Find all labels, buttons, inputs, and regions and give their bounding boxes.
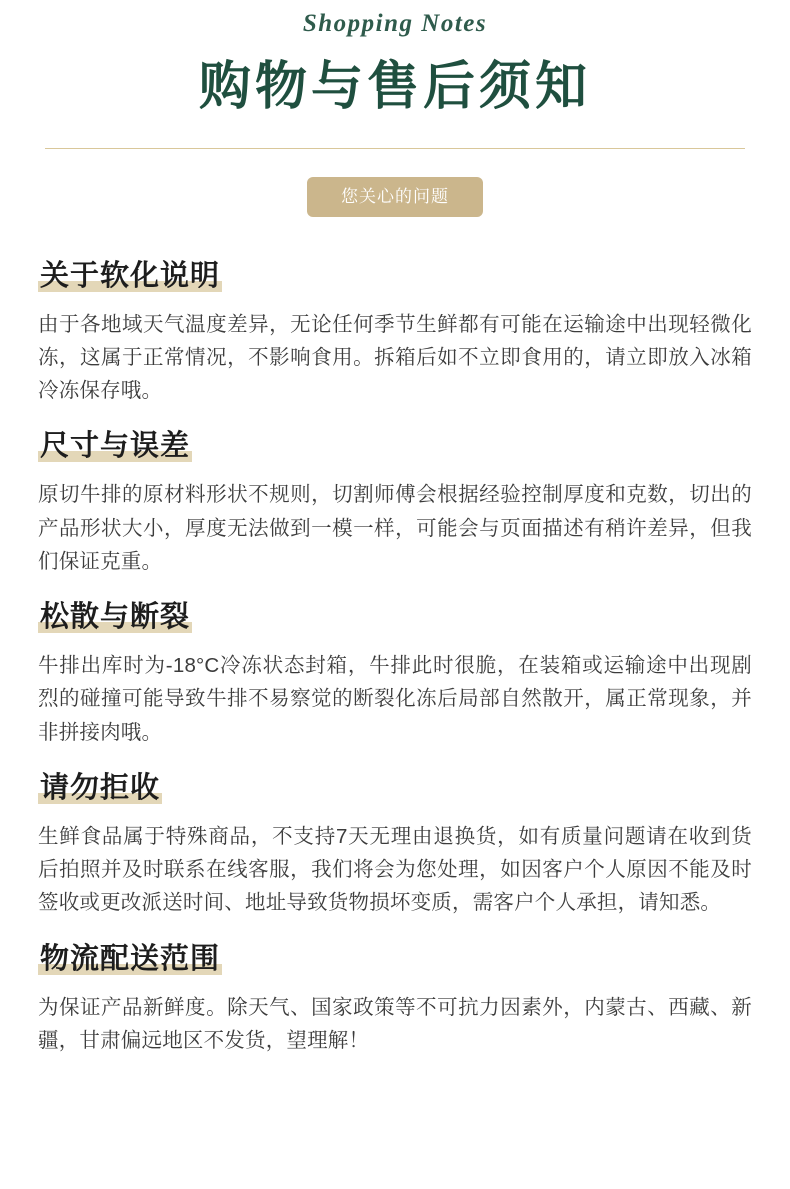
section-size-tolerance	[38, 411, 752, 578]
page-eyebrow: Shopping Notes	[302, 10, 488, 37]
page-header	[0, 0, 790, 149]
section-title-text: 关于软化说明	[40, 259, 221, 292]
section-title-text: 尺寸与误差	[40, 430, 191, 463]
section-body: 由于各地域天气温度差异，无论任何季节生鲜都有可能在运输途中出现轻微化冻，这属于正常情况，不影响食用。拆箱后如不立即食用的，请立即放入冰箱冷冻保存哦。	[38, 312, 752, 403]
section-body: 生鲜食品属于特殊商品，不支持7天无理由退换货，如有质量问题请在收到货后拍照并及时联系在线客服，我们将会为您处理，如因客户个人原因不能及时签收或更改派送时间、地址导致货物损坏变质，需客户个人承担，请知悉。	[38, 824, 752, 915]
section-loose-broken	[38, 582, 752, 749]
section-no-refusal	[38, 753, 752, 920]
section-body: 原切牛排的原材料形状不规则，切割师傅会根据经验控制厚度和克数，切出的产品形状大小，厚度无法做到一模一样，可能会与页面描述有稍许差异，但我们保证克重。	[38, 483, 752, 573]
section-title	[38, 769, 162, 808]
section-body: 为保证产品新鲜度。除天气、国家政策等不可抗力因素外，内蒙古、西藏、新疆，甘肃偏远地区不发货，望理解！	[38, 995, 752, 1052]
section-delivery-range	[38, 924, 752, 1058]
section-softening	[38, 241, 752, 408]
badge-row	[0, 177, 790, 217]
section-title-text: 请勿拒收	[40, 771, 161, 804]
header-divider	[45, 148, 745, 149]
page-title: 购物与售后须知	[198, 58, 591, 116]
section-title-text: 松散与断裂	[40, 601, 191, 633]
section-title	[38, 940, 222, 979]
section-title	[38, 598, 192, 637]
sections-container	[0, 217, 790, 1058]
section-title	[38, 257, 222, 296]
section-title	[38, 427, 192, 466]
section-title-text: 物流配送范围	[40, 942, 221, 975]
section-body: 牛排出库时为-18°C冷冻状态封箱，牛排此时很脆，在装箱或运输途中出现剧烈的碰撞可能导致牛排不易察觉的断裂化冻后局部自然散开，属正常现象，并非拼接肉哦。	[38, 654, 752, 744]
status-badge: 您关心的问题	[307, 177, 483, 217]
